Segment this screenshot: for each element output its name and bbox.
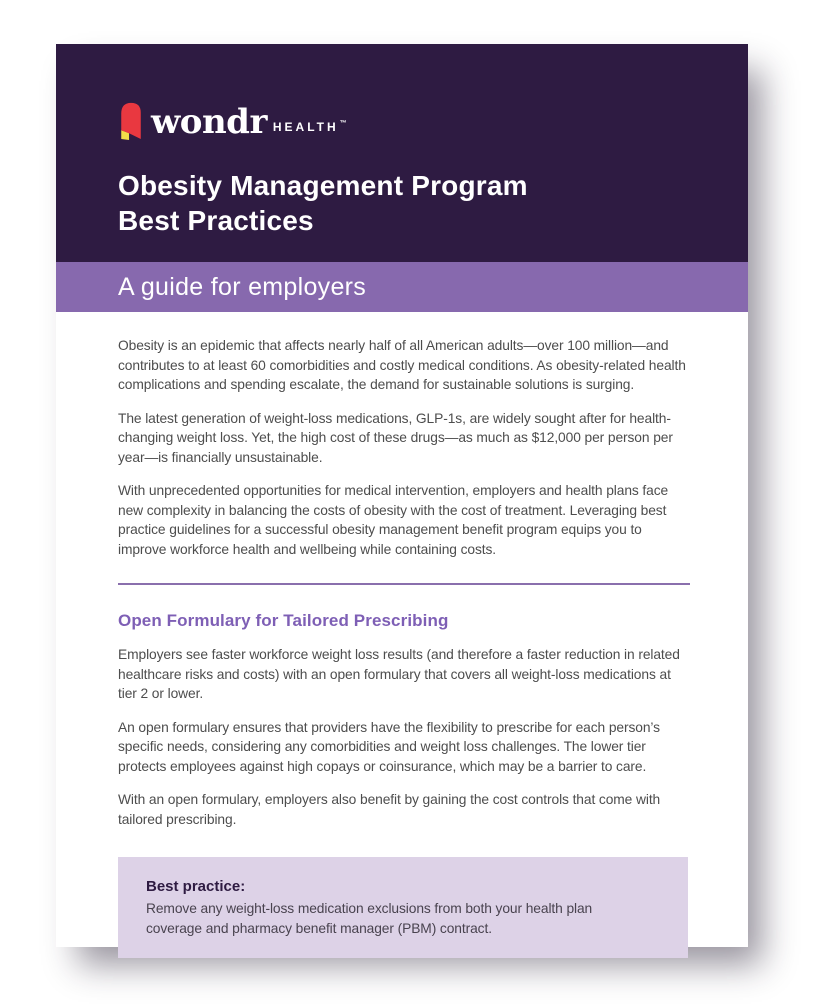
callout-title: Best practice: [146, 878, 246, 895]
callout-body: Remove any weight-loss medication exclusions from both your health plan coverage and pharmacy benefit manager (PBM) contract. [146, 901, 593, 936]
intro-paragraph-2: The latest generation of weight-loss medications, GLP-1s, are widely sought after for health-changing weight loss. Yet, the high cost of these drugs—as much as $12,000 per person per year—is financially unsustainable. [118, 410, 673, 465]
section-divider [118, 583, 690, 585]
best-practice-callout [118, 857, 688, 958]
document-title [118, 168, 690, 238]
section-heading: Open Formulary for Tailored Prescribing [118, 611, 449, 630]
intro-paragraph-1: Obesity is an epidemic that affects nearly half of all American adults—over 100 million—and contributes to at least 60 comorbidities and costly medical conditions. As obesity-related health complications and spending escalate, the demand for sustainable solutions is surging. [118, 338, 686, 392]
wondr-health-logo [118, 101, 690, 141]
document-page [56, 44, 748, 947]
trademark-symbol: ™ [339, 120, 347, 127]
subtitle-text: A guide for employers [118, 272, 367, 301]
section-paragraph-1: Employers see faster workforce weight loss results (and therefore a faster reduction in related healthcare risks and costs) with an open formulary that covers all weight-loss medications at tier 2 or lower. [118, 647, 680, 701]
section-paragraph-3: With an open formulary, employers also benefit by gaining the cost controls that come with tailored prescribing. [118, 792, 661, 827]
document-title-line2: Best Practices [118, 205, 314, 236]
intro-paragraph-3: With unprecedented opportunities for medical intervention, employers and health plans face new complexity in balancing the costs of obesity with the cost of treatment. Leveraging best practice guidelines for a successful obesity management benefit program equips you to improve workforce health and wellbeing while containing costs. [118, 483, 669, 557]
document-title-line1: Obesity Management Program [118, 170, 528, 201]
header-band [56, 44, 748, 262]
wondr-flag-icon [118, 100, 144, 141]
subtitle-banner [56, 262, 748, 312]
section-paragraph-2: An open formulary ensures that providers have the flexibility to prescribe for each person’s specific needs, considering any comorbidities and weight loss challenges. The lower tier protects employees against high copays or coinsurance, which may be a barrier to care. [118, 719, 660, 774]
logo-brand-text: wondr [151, 102, 267, 142]
document-body [56, 312, 748, 958]
logo-suffix-text: HEALTH [272, 120, 339, 134]
